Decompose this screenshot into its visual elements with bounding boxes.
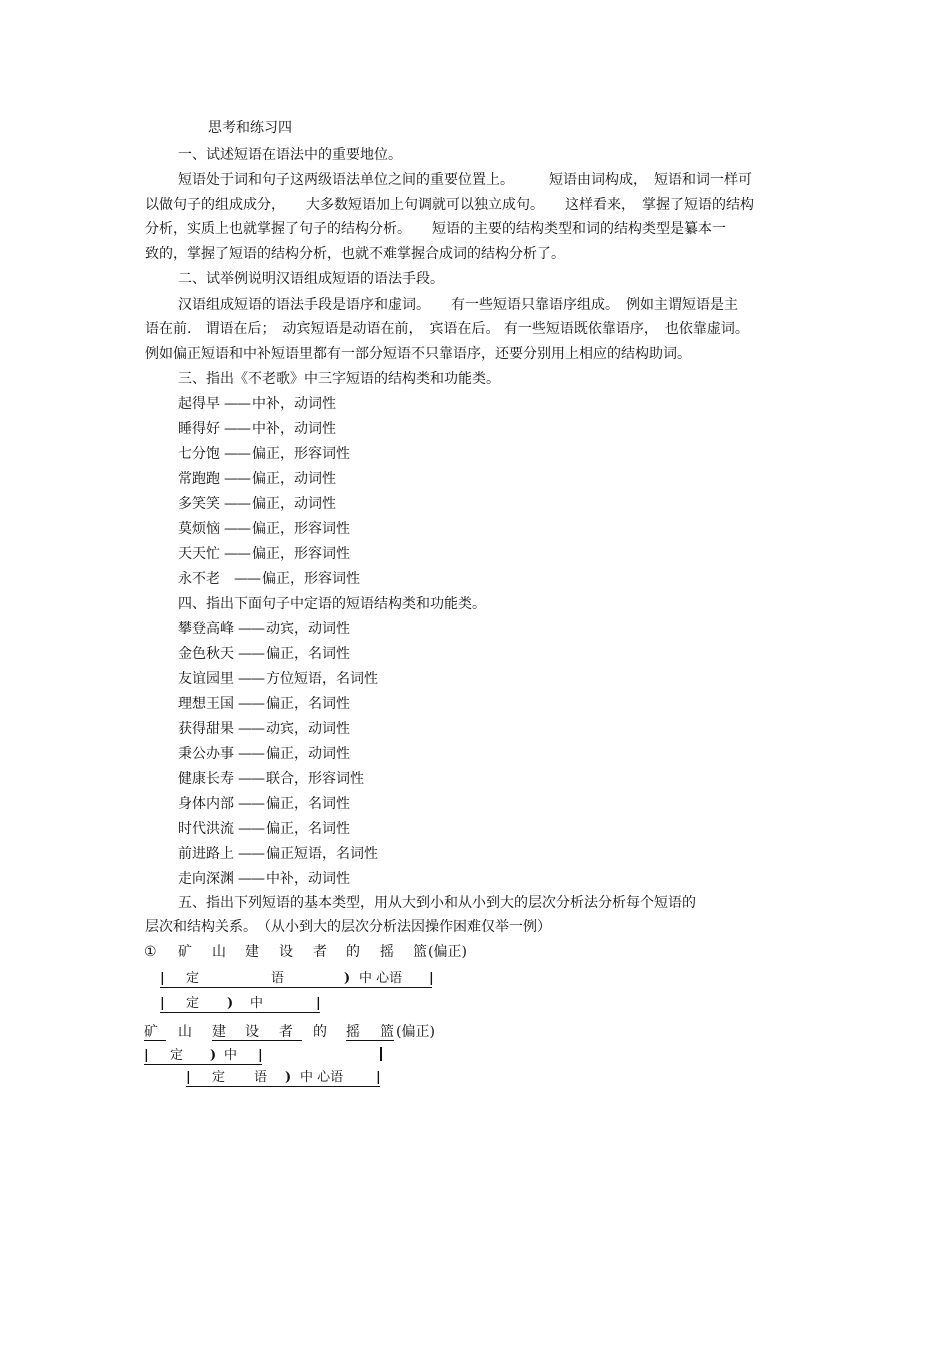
q4-item bbox=[178, 645, 350, 663]
char: 矿 bbox=[178, 944, 192, 960]
q4-item bbox=[178, 795, 350, 813]
phrase: 起得早 bbox=[178, 396, 220, 412]
phrase: 七分饱 bbox=[178, 446, 220, 462]
label-zhongxinyu: 中 心语 bbox=[300, 1070, 344, 1085]
dash: —— bbox=[224, 546, 250, 562]
phrase: 理想王国 bbox=[178, 696, 234, 712]
bar: | bbox=[429, 971, 434, 986]
underline bbox=[144, 1040, 166, 1041]
char: 设 bbox=[245, 1024, 259, 1040]
q4-item bbox=[178, 820, 350, 838]
phrase: 睡得好 bbox=[178, 421, 220, 437]
dash: —— bbox=[238, 721, 264, 737]
label-yu: 语 bbox=[271, 971, 285, 986]
phrase: 多笑笑 bbox=[178, 496, 220, 512]
dash: —— bbox=[224, 446, 250, 462]
q4-item bbox=[178, 745, 350, 763]
underline bbox=[346, 1040, 394, 1041]
phrase: 获得甜果 bbox=[178, 721, 234, 737]
char: 篮 bbox=[380, 1024, 394, 1040]
char: 者 bbox=[279, 1024, 293, 1040]
answer: 中补，动词性 bbox=[252, 396, 336, 412]
answer: 偏正，名词性 bbox=[266, 696, 350, 712]
phrase: 常跑跑 bbox=[178, 471, 220, 487]
answer: 动宾，动词性 bbox=[266, 621, 350, 637]
question-5-cont: 层次和结构关系。 （从小到大的层次分析法因操作困难仅举一例） bbox=[145, 919, 551, 935]
answer: 偏正，形容词性 bbox=[262, 571, 360, 587]
dash: —— bbox=[224, 421, 250, 437]
label-ding: 定 bbox=[170, 1048, 184, 1063]
q4-item bbox=[178, 720, 350, 738]
answer: 偏正，动词性 bbox=[266, 746, 350, 762]
bar: | bbox=[316, 996, 321, 1011]
structure-type: (偏正) bbox=[428, 944, 467, 960]
phrase: 健康长寿 bbox=[178, 771, 234, 787]
phrase: 攀登高峰 bbox=[178, 621, 234, 637]
dash: —— bbox=[224, 396, 250, 412]
q2-answer-line: 汉语组成短语的语法手段是语序和虚词。 有一些短语只靠语序组成。 例如主谓短语是主 bbox=[178, 297, 738, 313]
answer: 偏正，名词性 bbox=[266, 821, 350, 837]
answer: 偏正，名词性 bbox=[266, 796, 350, 812]
underline bbox=[144, 1064, 262, 1065]
label-zhongxinyu: 中 心语 bbox=[359, 971, 403, 986]
dash: —— bbox=[238, 846, 264, 862]
q4-item bbox=[178, 620, 350, 638]
answer: 偏正短语，名词性 bbox=[266, 846, 378, 862]
char: 山 bbox=[212, 944, 226, 960]
answer: 联合，形容词性 bbox=[266, 771, 364, 787]
answer: 偏正，形容词性 bbox=[252, 446, 350, 462]
q2-answer-line: 语在前. 谓语在后； 动宾短语是动语在前， 宾语在后。 有一些短语既依靠语序， 也依靠虚词。 bbox=[145, 321, 749, 337]
q3-item bbox=[178, 420, 336, 438]
answer: 偏正，形容词性 bbox=[252, 521, 350, 537]
dash: —— bbox=[224, 521, 250, 537]
char: 建 bbox=[245, 944, 259, 960]
q2-answer-line: 例如偏正短语和中补短语里都有一部分短语不只靠语序，还要分别用上相应的结构助词。 bbox=[145, 346, 691, 362]
dash: —— bbox=[238, 671, 264, 687]
char: 摇 bbox=[380, 944, 394, 960]
dash: —— bbox=[238, 821, 264, 837]
dash: —— bbox=[238, 746, 264, 762]
paren: ) bbox=[344, 971, 351, 986]
q1-answer-line: 以做句子的组成成分， 大多数短语加上句调就可以独立成句。 这样看来， 掌握了短语的结构 bbox=[145, 197, 754, 213]
answer: 偏正，动词性 bbox=[252, 471, 336, 487]
bar: | bbox=[258, 1048, 263, 1063]
q4-item bbox=[178, 870, 350, 888]
question-4: 四、指出下面句子中定语的短语结构类和功能类。 bbox=[178, 596, 486, 612]
char: 山 bbox=[178, 1024, 192, 1040]
phrase: 前进路上 bbox=[178, 846, 234, 862]
phrase: 莫烦恼 bbox=[178, 521, 220, 537]
dash: —— bbox=[224, 496, 250, 512]
question-1: 一、试述短语在语法中的重要地位。 bbox=[178, 147, 402, 163]
structure-type: (偏正) bbox=[396, 1024, 435, 1040]
char: 矿 bbox=[144, 1024, 158, 1040]
q4-item bbox=[178, 845, 378, 863]
answer: 中补，动词性 bbox=[266, 871, 350, 887]
char: 设 bbox=[279, 944, 293, 960]
underline bbox=[160, 987, 432, 988]
q1-answer-line: 致的，掌握了短语的结构分析，也就不难掌握合成词的结构分析了。 bbox=[145, 246, 565, 262]
q3-item bbox=[178, 470, 336, 488]
phrase: 永不老 bbox=[178, 571, 220, 587]
answer: 中补，动词性 bbox=[252, 421, 336, 437]
answer: 方位短语，名词性 bbox=[266, 671, 378, 687]
dash: —— bbox=[238, 771, 264, 787]
char: 的 bbox=[313, 1024, 327, 1040]
paren: ) bbox=[285, 1070, 292, 1085]
answer: 偏正，形容词性 bbox=[252, 546, 350, 562]
answer: 偏正，名词性 bbox=[266, 646, 350, 662]
underline bbox=[212, 1040, 302, 1041]
label-zhong: 中 bbox=[224, 1048, 238, 1063]
label-ding: 定 bbox=[186, 996, 200, 1011]
answer: 动宾，动词性 bbox=[266, 721, 350, 737]
char: 篮 bbox=[413, 944, 427, 960]
bar: | bbox=[160, 996, 165, 1011]
char: 的 bbox=[346, 944, 360, 960]
q4-item bbox=[178, 770, 364, 788]
example-marker: ① bbox=[144, 944, 157, 960]
dash: —— bbox=[238, 646, 264, 662]
q3-item bbox=[178, 545, 350, 563]
bar: | bbox=[160, 971, 165, 986]
char: 建 bbox=[212, 1024, 226, 1040]
q3-item bbox=[178, 395, 336, 413]
label-ding: 定 bbox=[186, 971, 200, 986]
phrase: 秉公办事 bbox=[178, 746, 234, 762]
q3-item bbox=[178, 445, 350, 463]
q4-item bbox=[178, 695, 350, 713]
q3-item bbox=[178, 495, 336, 513]
page-title: 思考和练习四 bbox=[208, 120, 292, 136]
question-2: 二、试举例说明汉语组成短语的语法手段。 bbox=[178, 271, 444, 287]
phrase: 时代洪流 bbox=[178, 821, 234, 837]
q3-item bbox=[178, 520, 350, 538]
bar: | bbox=[376, 1070, 381, 1085]
q1-answer-line: 分析，实质上也就掌握了句子的结构分析。 短语的主要的结构类型和词的结构类型是纂本一 bbox=[145, 221, 726, 237]
dash: —— bbox=[238, 621, 264, 637]
dash: —— bbox=[224, 471, 250, 487]
dash: —— bbox=[234, 571, 260, 587]
bracket-mark bbox=[380, 1047, 382, 1061]
label-ding: 定 bbox=[212, 1070, 226, 1085]
dash: —— bbox=[238, 696, 264, 712]
char: 摇 bbox=[346, 1024, 360, 1040]
q1-answer-line: 短语处于词和句子这两级语法单位之间的重要位置上。 短语由词构成， 短语和词一样可 bbox=[178, 172, 752, 188]
phrase: 友谊园里 bbox=[178, 671, 234, 687]
phrase: 走向深渊 bbox=[178, 871, 234, 887]
phrase: 天天忙 bbox=[178, 546, 220, 562]
label-yu: 语 bbox=[254, 1070, 268, 1085]
phrase: 金色秋天 bbox=[178, 646, 234, 662]
question-3: 三、指出《不老歌》中三字短语的结构类和功能类。 bbox=[178, 371, 500, 387]
bar: | bbox=[186, 1070, 191, 1085]
dash: —— bbox=[238, 796, 264, 812]
q4-item bbox=[178, 670, 378, 688]
paren: ) bbox=[210, 1048, 217, 1063]
answer: 偏正，动词性 bbox=[252, 496, 336, 512]
char: 者 bbox=[313, 944, 327, 960]
phrase: 身体内部 bbox=[178, 796, 234, 812]
question-5: 五、指出下列短语的基本类型，用从大到小和从小到大的层次分析法分析每个短语的 bbox=[178, 895, 696, 911]
paren: ) bbox=[227, 996, 234, 1011]
dash: —— bbox=[238, 871, 264, 887]
bar: | bbox=[144, 1048, 149, 1063]
q3-item bbox=[178, 570, 360, 588]
label-zhong: 中 bbox=[250, 996, 264, 1011]
underline bbox=[186, 1086, 380, 1087]
underline bbox=[160, 1012, 320, 1013]
